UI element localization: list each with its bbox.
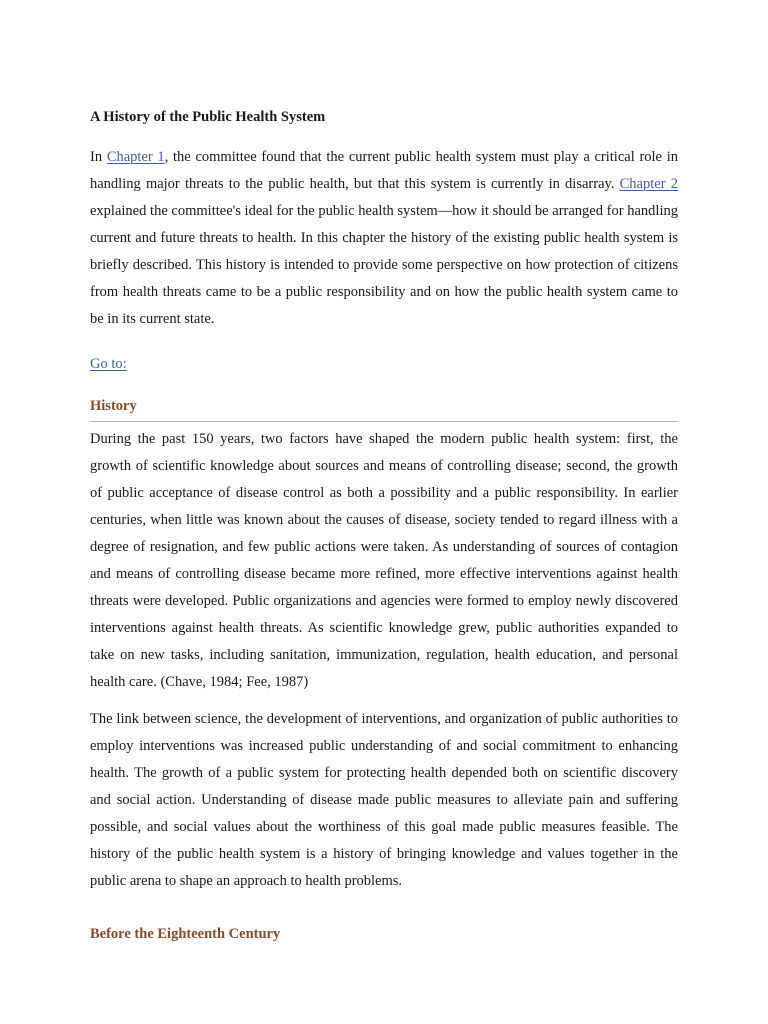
history-paragraph-2: The link between science, the development of interventions, and organization of public authorities to employ interventions was increased public understanding of and social commitment to enhancing health. The growth of a public system for protecting health depended both on scientific discovery and social action. Understanding of disease made public measures to alleviate pain and suffering possible, and social values about the worthiness of this goal made public measures feasible. The history of the public health system is a history of bringing knowledge and values together in the public arena to shape an approach to health problems. [90,711,678,889]
goto-link[interactable]: Go to: [90,356,127,372]
intro-text-start: In [90,149,107,165]
document-title: A History of the Public Health System [90,109,326,125]
chapter-1-link[interactable]: Chapter 1 [106,149,165,165]
intro-paragraph [90,144,678,333]
goto-container [90,355,678,373]
section-divider [90,421,678,422]
chapter-2-link[interactable]: Chapter 2 [619,176,678,192]
section-heading-history: History [90,398,137,414]
intro-text-middle: , the committee found that the current public health system must play a critical role in handling major threats to the public health, but that this system is currently in disarray. [90,149,678,192]
intro-text-end: explained the committee's ideal for the public health system—how it should be arranged for handling current and future threats to health. In this chapter the history of the existing public health system is briefly described. This history is intended to provide some perspective on how protection of citizens from health threats came to be a public responsibility and on how the public health system came to be in its current state. [90,203,678,327]
section-heading-before-eighteenth-century: Before the Eighteenth Century [90,926,281,942]
history-paragraph-1: During the past 150 years, two factors have shaped the modern public health system: first, the growth of scientific knowledge about sources and means of controlling disease; second, the growth of public acceptance of disease control as both a possibility and a public responsibility. In earlier centuries, when little was known about the causes of disease, society tended to regard illness with a degree of resignation, and few public actions were taken. As understanding of sources of contagion and means of controlling disease became more refined, more effective interventions against health threats were developed. Public organizations and agencies were formed to employ newly discovered interventions against health threats. As scientific knowledge grew, public authorities expanded to take on new tasks, including sanitation, immunization, regulation, health education, and personal health care. (Chave, 1984; Fee, 1987) [90,431,678,690]
